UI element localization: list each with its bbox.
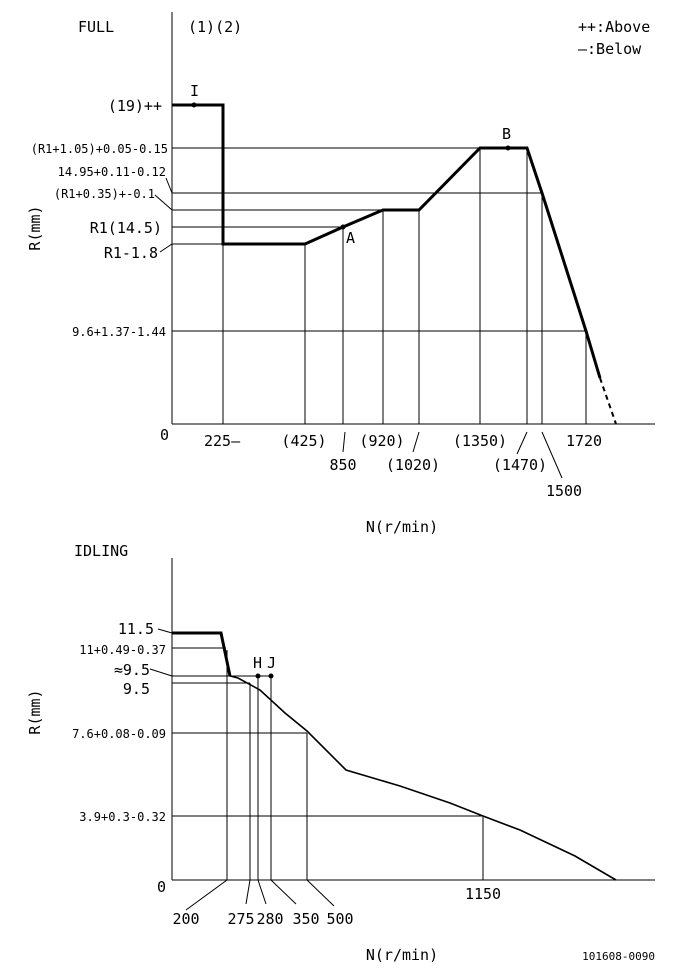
- idling-leader-500: [307, 880, 334, 906]
- idling-leader-approx95: [150, 669, 172, 676]
- full-xlabel-850: 850: [329, 456, 357, 474]
- idling-leader-275: [246, 880, 250, 904]
- full-ylabel-r1: R1(14.5): [89, 219, 162, 237]
- full-subtitle: (1)(2): [188, 18, 243, 36]
- full-y-axis-title: R(mm): [26, 205, 44, 251]
- idling-leader-350: [271, 880, 296, 904]
- idling-ylabel-approx95: ≈9.5: [113, 661, 150, 679]
- idling-ylabel-95: 9.5: [122, 680, 150, 698]
- full-xlabel-1500: 1500: [545, 482, 583, 500]
- idling-xlabel-500: 500: [326, 910, 354, 928]
- point-a-label: A: [346, 229, 356, 247]
- full-ylabel-19: (19)++: [107, 97, 162, 115]
- full-ylabel-r1p035: (R1+0.35)+-0.1: [53, 187, 155, 201]
- full-curve: [172, 105, 600, 378]
- idling-curve: [172, 633, 616, 880]
- point-b-label: B: [502, 125, 512, 143]
- idling-leader-280: [258, 880, 266, 904]
- idling-ylabel-76: 7.6+0.08-0.09: [72, 727, 166, 741]
- idling-curve-thick: [172, 633, 230, 676]
- full-origin: 0: [160, 426, 170, 444]
- legend-below: —:Below: [578, 40, 642, 58]
- full-xlabel-1350: (1350): [452, 432, 508, 450]
- full-title: FULL: [78, 18, 115, 36]
- drawing-code: 101608-0090: [582, 950, 655, 963]
- point-a-marker: [341, 225, 346, 230]
- point-i-label: I: [190, 82, 200, 100]
- full-xlabel-225: 225—: [204, 432, 241, 450]
- idling-leader-200: [186, 880, 227, 910]
- full-ylabel-1495: 14.95+0.11-0.12: [57, 165, 166, 179]
- full-leader-850: [343, 432, 345, 452]
- full-leader-1470: [517, 432, 527, 454]
- idling-x-axis-title: N(r/min): [365, 946, 439, 964]
- full-leader-1495: [166, 178, 172, 193]
- full-xlabel-1020: (1020): [385, 456, 441, 474]
- idling-xlabel-350: 350: [292, 910, 320, 928]
- full-xlabel-425: (425): [281, 432, 327, 450]
- idling-leader-115: [158, 629, 172, 633]
- full-ylabel-96: 9.6+1.37-1.44: [72, 325, 166, 339]
- full-leader-r1m18: [160, 244, 172, 252]
- point-h-label: H: [253, 654, 263, 672]
- point-b-marker: [506, 146, 511, 151]
- point-j-label: J: [267, 654, 277, 672]
- full-xlabel-1470: (1470): [492, 456, 548, 474]
- idling-xlabel-200: 200: [172, 910, 200, 928]
- point-i-marker: [192, 103, 197, 108]
- idling-xlabel-1150: 1150: [464, 885, 502, 903]
- full-leader-1020: [413, 432, 419, 452]
- legend-above: ++:Above: [578, 18, 651, 36]
- full-xlabel-1720: 1720: [565, 432, 603, 450]
- idling-chart: [26, 542, 655, 964]
- full-xlabel-920: (920): [359, 432, 405, 450]
- idling-xlabel-275: 275: [227, 910, 255, 928]
- full-chart: [26, 12, 655, 536]
- full-ylabel-r1m18: R1-1.8: [103, 244, 158, 262]
- full-ylabel-r1p105: (R1+1.05)+0.05-0.15: [30, 142, 168, 156]
- idling-y-axis-title: R(mm): [26, 689, 44, 735]
- idling-ylabel-11: 11+0.49-0.37: [79, 643, 166, 657]
- idling-title: IDLING: [74, 542, 129, 560]
- full-curve-extension: [600, 378, 616, 424]
- full-x-axis-title: N(r/min): [365, 518, 439, 536]
- idling-ylabel-115: 11.5: [117, 620, 154, 638]
- idling-ylabel-39: 3.9+0.3-0.32: [79, 810, 166, 824]
- full-leader-035: [155, 195, 172, 210]
- idling-xlabel-280: 280: [256, 910, 284, 928]
- idling-origin: 0: [157, 878, 167, 896]
